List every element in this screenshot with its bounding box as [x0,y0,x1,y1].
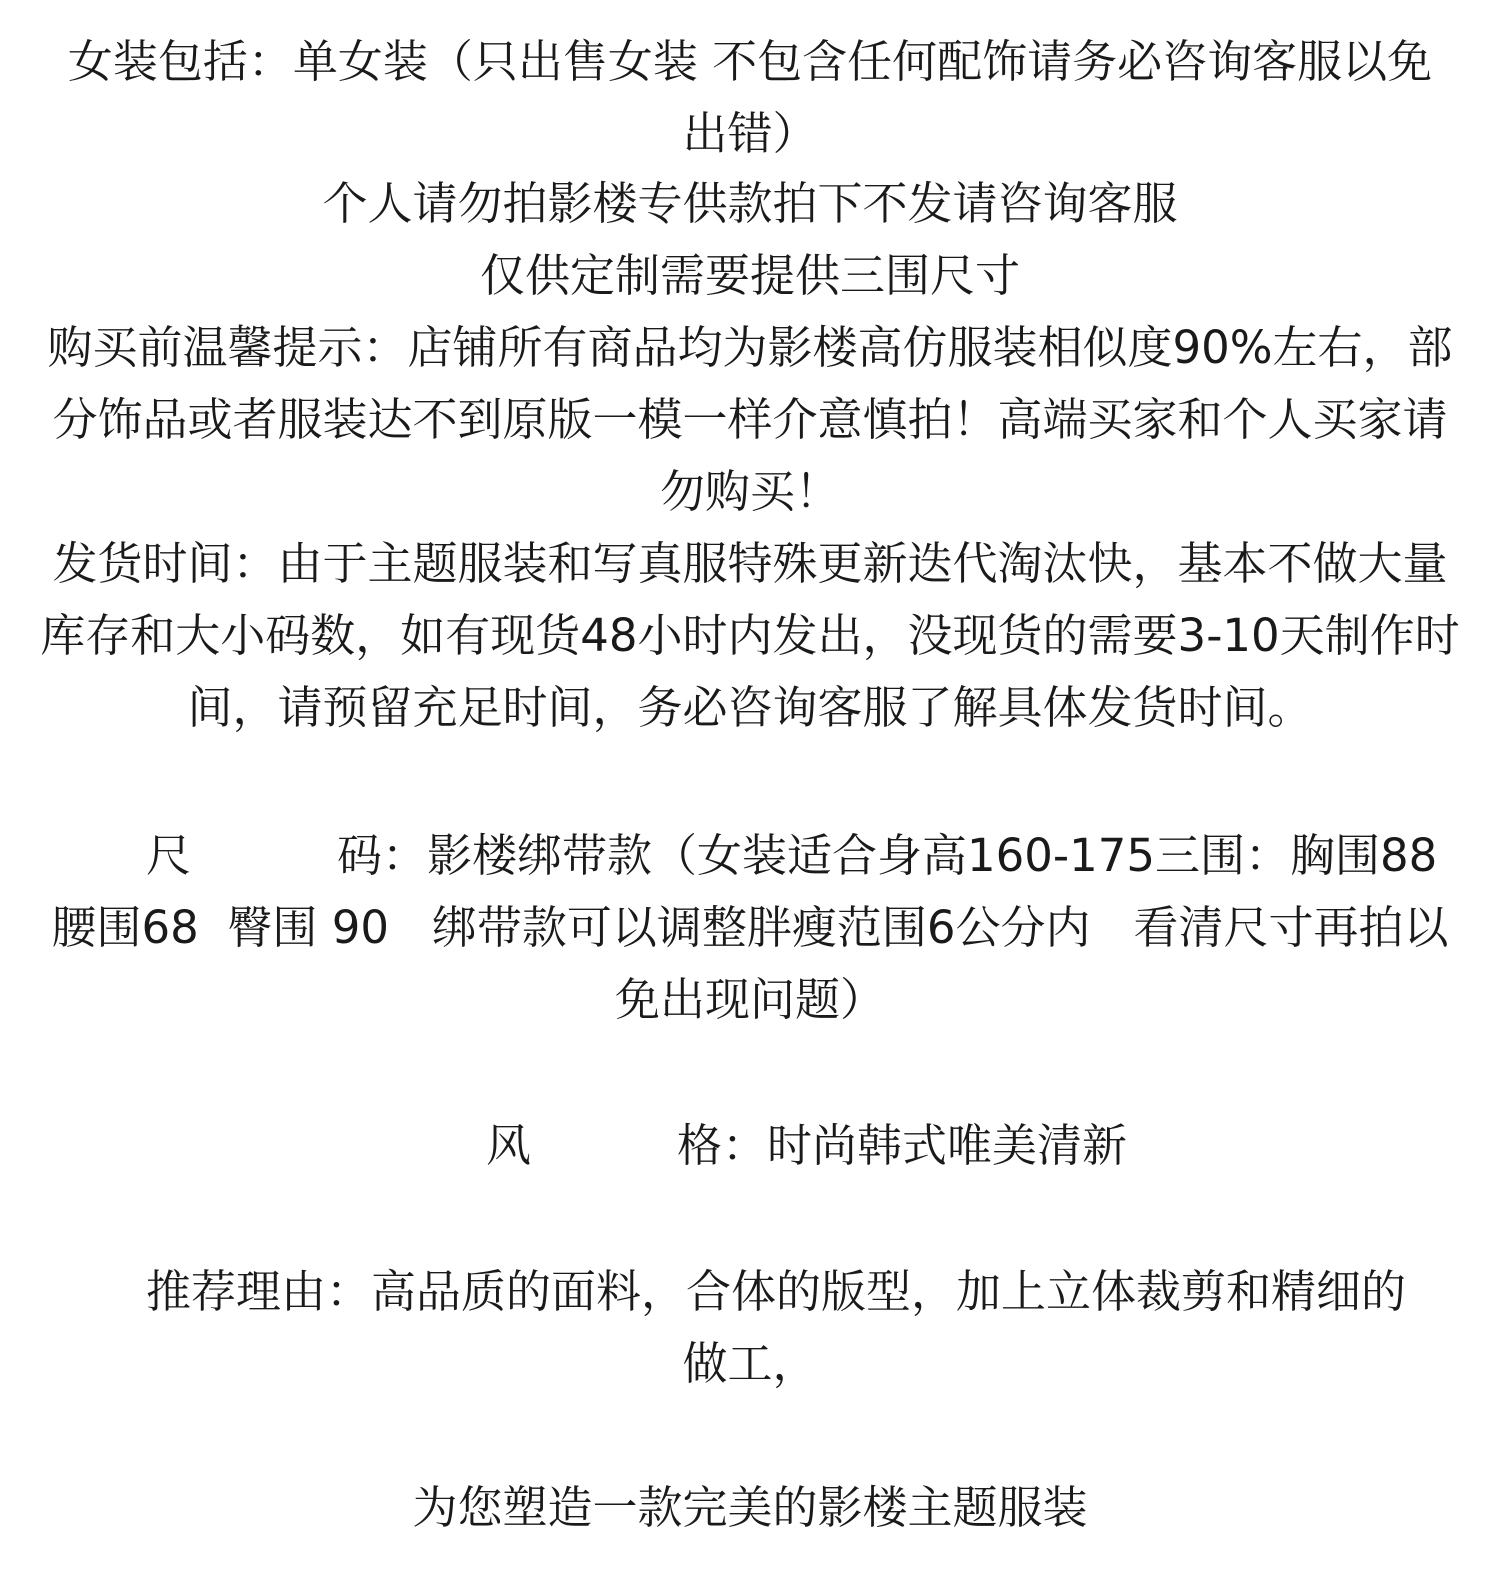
text-line: 分饰品或者服装达不到原版一模一样介意慎拍！高端买家和个人买家请 [52,393,1448,446]
text-line: 免出现问题） [614,973,885,1026]
text-line: 个人请勿拍影楼专供款拍下不发请咨询客服 [322,177,1178,230]
style-value: 时尚韩式唯美清新 [767,1119,1128,1172]
purchase-warning [0,312,1500,528]
text-line: 间，请预留充足时间，务必咨询客服了解具体发货时间。 [187,681,1313,734]
closing-line [0,1472,1500,1544]
shipping-time-note [0,528,1500,744]
size-label [146,820,1437,892]
style-label-char: 格： [677,1119,768,1172]
text-line: 出错） [682,107,818,160]
text-line: 发货时间：由于主题服装和写真服特殊更新迭代淘汰快，基本不做大量 [52,537,1448,590]
size-label-char: 码： [337,829,428,882]
text-line: 女装包括：单女装（只出售女装 不包含任何配饰请务必咨询客服以免 [67,35,1433,88]
size-details [0,892,1500,1036]
text-line: 腰围68 臀围 90 绑带款可以调整胖瘦范围6公分内 看清尺寸再拍以 [51,901,1449,954]
text-line: 库存和大小码数，如有现货48小时内发出，没现货的需要3-10天制作时 [40,609,1460,662]
style-label-char: 风 [486,1119,532,1172]
text-line: 做工， [682,1337,818,1390]
style-row [486,1110,1127,1182]
text-line: 为您塑造一款完美的影楼主题服装 [412,1481,1088,1534]
text-line: 推荐理由：高品质的面料，合体的版型，加上立体裁剪和精细的 [146,1265,1407,1318]
text-line: 仅供定制需要提供三围尺寸 [479,249,1020,302]
size-value: 影楼绑带款（女装适合身高160-175三围：胸围88 [427,829,1438,882]
size-label-char: 尺 [146,829,192,882]
text-line: 勿购买！ [659,465,840,518]
recommendation-reason-line [146,1256,1406,1328]
studio-only-notice [0,168,1500,312]
package-contents-note [0,26,1500,170]
recommendation-reason-tail [0,1328,1500,1400]
text-line: 购买前温馨提示：店铺所有商品均为影楼高仿服装相似度90%左右，部 [47,321,1453,374]
